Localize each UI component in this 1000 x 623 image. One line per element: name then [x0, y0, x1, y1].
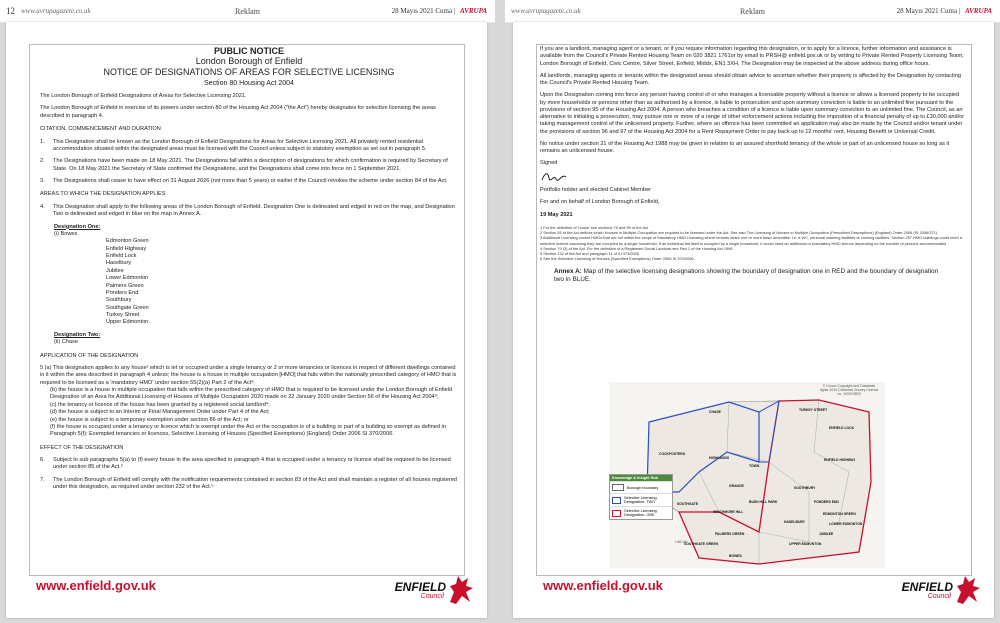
- signatory-role: Portfolio holder and elected Cabinet Member: [540, 186, 652, 193]
- signature-date: 19 May 2021: [540, 211, 573, 218]
- ward-item: Enfield Highway: [106, 245, 147, 252]
- section-heading-areas: AREAS TO WHICH THE DESIGNATION APPLIES: [40, 191, 166, 198]
- annex-caption: Annex A: Map of the selective licensing designations showing the boundary of designation one in RED and the boundary of designation two in BLUE.: [554, 267, 939, 283]
- map-label: UPPER EDMONTON: [789, 542, 822, 546]
- notice-borough: London Borough of Enfield: [195, 56, 303, 67]
- map-scale: 1:66,000: [675, 540, 688, 544]
- map-label: TOWN: [749, 464, 760, 468]
- paragraph-5f: (f) the house is occupied under a tenancy or licence which is exempt under the Act or the occupation is of a building or part of a building so exempt as defined in Paragraph 5(f): Exempted tenancies or licences, Selective Licensing of Houses (Specified Exemptions) (England) Order 2006 SI 370/2006.: [50, 423, 446, 438]
- map-label: LOWER EDMONTON: [829, 522, 863, 526]
- section-heading-application: APPLICATION OF THE DESIGNATION: [40, 352, 139, 359]
- enforcement-paragraph: Upon the Designation coming into force any person having control of or who manages a licensable property without a licence or allows a licensed property to be occupied by more households or persons other than as authorised by a licence, is liable to prosecution and upon summary conviction is liable to an unlimited fine pursuant to the provisions of section 95 of the Housing Act 2004. A person who breaches a condition of a licence is liable upon summary conviction to an unlimited fine. The Council, as an alternative to initiating a prosecution, may pursue one or more of a range of other enforcement actions including the imposition of a financial penalty of up to £30,000 and/or taking management control of the unlicensed property. Further, where an offence has been committed an application may also be made by the Council and/or tenant under the provisions of section 96 and 97 of the Housing Act 2004 for a Rent Repayment Order to pay back up to 12 months' rent, Housing Benefit or Universal Credit.: [540, 92, 965, 135]
- page-number: 12: [6, 6, 15, 16]
- designation-two: [54, 332, 458, 347]
- map-label: PONDERS END: [814, 500, 839, 504]
- section21-paragraph: No notice under section 21 of the Housing Act 1988 may be given in relation to an assured shorthold tenancy of the whole or part of an unlicensed house so long as it remains an unlicensed house.: [540, 140, 950, 155]
- footnote: 1 For the definition of 'house' see sections 79 and 99 of the Act: [540, 224, 649, 230]
- notice-body-right: [540, 46, 965, 284]
- paragraph-2: 2. The Designations have been made on 18 May 2021. The Designations fall within a description of designations for which confirmation is required by Secretary of State. On 18 May 2021 the Secretary of State confirmed the Designations, and the Designations shall come into force on 1 September 2021.: [40, 158, 448, 172]
- map-label: BUSH HILL PARK: [749, 500, 778, 504]
- map-label: HIGHLANDS: [709, 456, 730, 460]
- right-page-header: [505, 0, 1000, 23]
- designation-one: [54, 224, 458, 327]
- dragon-icon: [953, 572, 983, 606]
- ward-item: Lower Edmonton: [106, 275, 149, 282]
- notice-heading: [40, 46, 458, 88]
- enfield-council-logo: ENFIELD Council: [366, 570, 476, 608]
- map-label: SOUTHGATE: [677, 502, 699, 506]
- paragraph-5-subs: [50, 387, 458, 439]
- ward-item: Turkey Street: [106, 312, 140, 319]
- ward-item: Ponders End: [106, 289, 139, 296]
- map-label: EDMONTON GREEN: [823, 512, 856, 516]
- section-heading-citation: CITATION, COMMENCEMENT AND DURATION: [40, 126, 161, 133]
- footnote: 6 See the Selective Licensing of Houses (Specified Exemptions) Order 2006 SI 370/2006: [540, 256, 694, 262]
- map-label: GRANGE: [729, 484, 744, 488]
- intro-2: The London Borough of Enfield in exercise of its powers under section 80 of the Housing Act 2004 ("the Act") hereby designates for selective licensing the areas described in paragraph 4.: [40, 105, 436, 119]
- ward-item: Southbury: [106, 297, 132, 304]
- legend-heading: Knowledge & Insight Hub: [610, 475, 672, 481]
- ward-item: Upper Edmonton.: [106, 319, 150, 326]
- designation-map: [609, 382, 885, 568]
- designation-one-first: (i) Bowes: [54, 230, 78, 237]
- left-page: [6, 22, 487, 618]
- paragraph-6: 6. Subject to sub paragraphs 5(a) to (f) every house in the area specified in paragraph 4 that is occupied under a tenancy or licence shall be required to be licensed under section 85 of the Act.⁵: [40, 457, 451, 471]
- map-copyright: © Crown Copyright and Database rights 2019 Ordnance Survey Licence no. 100019820: [819, 384, 879, 396]
- section-label-right: Reklam: [740, 6, 765, 16]
- section-heading-effect: EFFECT OF THE DESIGNATION: [40, 444, 124, 451]
- paragraph-1: 1. This Designation shall be known as the London Borough of Enfield Designations for Areas for Selective Licensing 2021. All privately rented residential accommodation situated within the designated areas must be licensed with the Council unless subject to statutory exemption as set out in paragraph 5.: [40, 138, 427, 152]
- section-label: Reklam: [235, 6, 260, 16]
- footnotes: [540, 225, 965, 262]
- signed-label: Signed: [540, 160, 558, 167]
- enfield-council-logo-right: ENFIELD Council: [873, 570, 983, 608]
- advice-paragraph: All landlords, managing agents or tenants within the designated areas should obtain advice to ascertain whether their property is affected by the Designation by contacting the Council's Private Rented Housing Team.: [540, 72, 961, 87]
- map-label: COCKFOSTERS: [659, 452, 685, 456]
- map-legend: [609, 474, 673, 520]
- left-footer: [36, 570, 476, 610]
- paragraph-5a: 5 (a) This designation applies to any house¹ which is let or occupied under a single tenancy or 2 or more tenancies or licences in respect of different dwellings contained in it within the area described in paragraph 4 unless; the house is a house in multiple occupation [HMO] that falls within the nationally prescribed category of HMO that is required to be licensed as a 'mandatory HMO' under section 55(2)(a) Part 2 of the Act²;: [40, 364, 457, 386]
- designation-one-wards: [106, 238, 458, 327]
- map-label: WINCHMORE HILL: [713, 510, 744, 514]
- ward-item: Jubilee: [106, 267, 124, 274]
- notice-section: Section 80 Housing Act 2004: [204, 80, 294, 88]
- paragraph-5e: (e) the house is subject to a temporary exemption under section 86 of the Act; or: [50, 416, 249, 423]
- paragraph-7: 7. The London Borough of Enfield will comply with the notification requirements contained in section 83 of the Act and shall maintain a register of all houses registered under this designation, as required under section 232 of the Act.⁵: [40, 476, 457, 491]
- right-footer: [543, 570, 983, 610]
- map-label: ENFIELD LOCK: [829, 426, 855, 430]
- legend-item-one: Selective Licensing Designation: ONE: [610, 506, 672, 519]
- paragraph-5b: (b) the house is a house in multiple occupation that falls within the prescribed category of HMO that is required to be licensed under the London Borough of Enfield Designation of an Area for Additional Licensing of Houses of Multiple Occupation 2020 made on 22 January 2020 under Section 56 of the Housing Act 2004³;: [50, 387, 453, 401]
- site-url: www.avrupagazete.co.uk: [21, 7, 91, 15]
- legend-item-boundary: Borough boundary: [610, 481, 672, 493]
- council-url-right[interactable]: www.enfield.gov.uk: [543, 578, 663, 593]
- right-page: [513, 22, 994, 618]
- footnote: 3 Additional Licensing covers HMOs that are not within the scope of Mandatory HMO Licensing where tenants share one or more basic amenities: i.e. a WC, personal washing facilities or cooking facilities. Section 257 HMO buildings could need a selective licence assuming they are occupied by a single household. If an individual flat itself is occupied by a single household, it would need an additional or mandatory HMO licence depending on the number of persons accommodated: [540, 235, 962, 246]
- map-label: HASELBURY: [784, 520, 805, 524]
- ward-item: Edmonton Green: [106, 238, 149, 245]
- left-page-header: [0, 0, 495, 23]
- site-url-right: www.avrupagazete.co.uk: [511, 7, 581, 15]
- designation-two-first: (ii) Chase: [54, 339, 78, 346]
- notice-subject: NOTICE OF DESIGNATIONS OF AREAS FOR SELECTIVE LICENSING: [103, 66, 395, 77]
- ward-item: Enfield Lock: [106, 253, 137, 260]
- paragraph-4: 4. This Designation shall apply to the following areas of the London Borough of Enfield. Designation One is delineated and edged in red on the map, and Designation Two is delineated and edged in blue on the map in Annex A.: [40, 203, 455, 218]
- map-label: ENFIELD HIGHWAY: [824, 458, 856, 462]
- map-label: BOWES: [729, 554, 742, 558]
- legend-item-two: Selective Licensing Designation: TWO: [610, 493, 672, 506]
- paragraph-5d: (d) the house is subject to an Interim or Final Management Order under Part 4 of the Act;: [50, 409, 270, 416]
- map-label: SOUTHGATE GREEN: [684, 542, 719, 546]
- notice-title: PUBLIC NOTICE: [213, 46, 284, 56]
- notice-body: [40, 46, 458, 492]
- ward-item: Southgate Green: [106, 304, 149, 311]
- map-label: JUBILEE: [819, 532, 834, 536]
- map-label: SOUTHBURY: [794, 486, 816, 490]
- header-date: 28 Mayıs 2021 Cuma | AVRUPA: [391, 7, 487, 15]
- header-date-right: 28 Mayıs 2021 Cuma | AVRUPA: [896, 7, 992, 15]
- map-label: TURKEY STREET: [799, 408, 828, 412]
- intro-1: The London Borough of Enfield Designations of Areas for Selective Licensing 2021.: [40, 93, 247, 100]
- footnote: 2 Section 55 of the Act defines which Houses in Multiple Occupation are required to be licensed under the Act. See also The Licensing of Houses in Multiple Occupation (Prescribed Descriptions) (England) Order 2006 (SI 2006/371): [540, 230, 937, 236]
- footnote: 4 Section 79 (3) of the Act. For the definition of a Registered Social Landlord see Part 1 of the Housing Act 1996: [540, 245, 733, 251]
- map-label: CHASE: [709, 410, 721, 414]
- paragraph-5c: (c) the tenancy or licence of the house has been granted by a registered social landlord⁴;: [50, 401, 270, 408]
- signatory-behalf: For and on behalf of London Borough of Enfield,: [540, 199, 660, 206]
- ward-item: Haselbury: [106, 260, 132, 267]
- signature-icon: [540, 170, 568, 184]
- footnote: 5 Section 232 of the Act and paragraph 11 of SI 373/2006: [540, 251, 639, 257]
- council-url[interactable]: www.enfield.gov.uk: [36, 578, 156, 593]
- ward-item: Palmers Green: [106, 282, 144, 289]
- map-label: PALMERS GREEN: [715, 532, 745, 536]
- dragon-icon: [446, 572, 476, 606]
- paragraph-3: 3. The Designations shall cease to have effect on 31 August 2026 (not more than 5 years) or earlier if the Council revokes the scheme under section 84 of the Act.: [40, 178, 448, 185]
- designation-one-heading: Designation One:: [54, 223, 101, 230]
- contact-paragraph: If you are a landlord, managing agent or a tenant, or if you require information regarding this designation, or to apply for a licence, further information and assistance is available from the Council's Private Rented Housing Team on 020 3821 1761or by email to PRSH@ enfield.gov.uk or by writing to Private Rented Property Licensing Team, London Borough of Enfield, Civic Centre, Silver Street, Enfield, Middx, EN1 3XH. The Designation may be inspected at the above address during office hours.: [540, 46, 964, 67]
- designation-two-heading: Designation Two:: [54, 331, 101, 338]
